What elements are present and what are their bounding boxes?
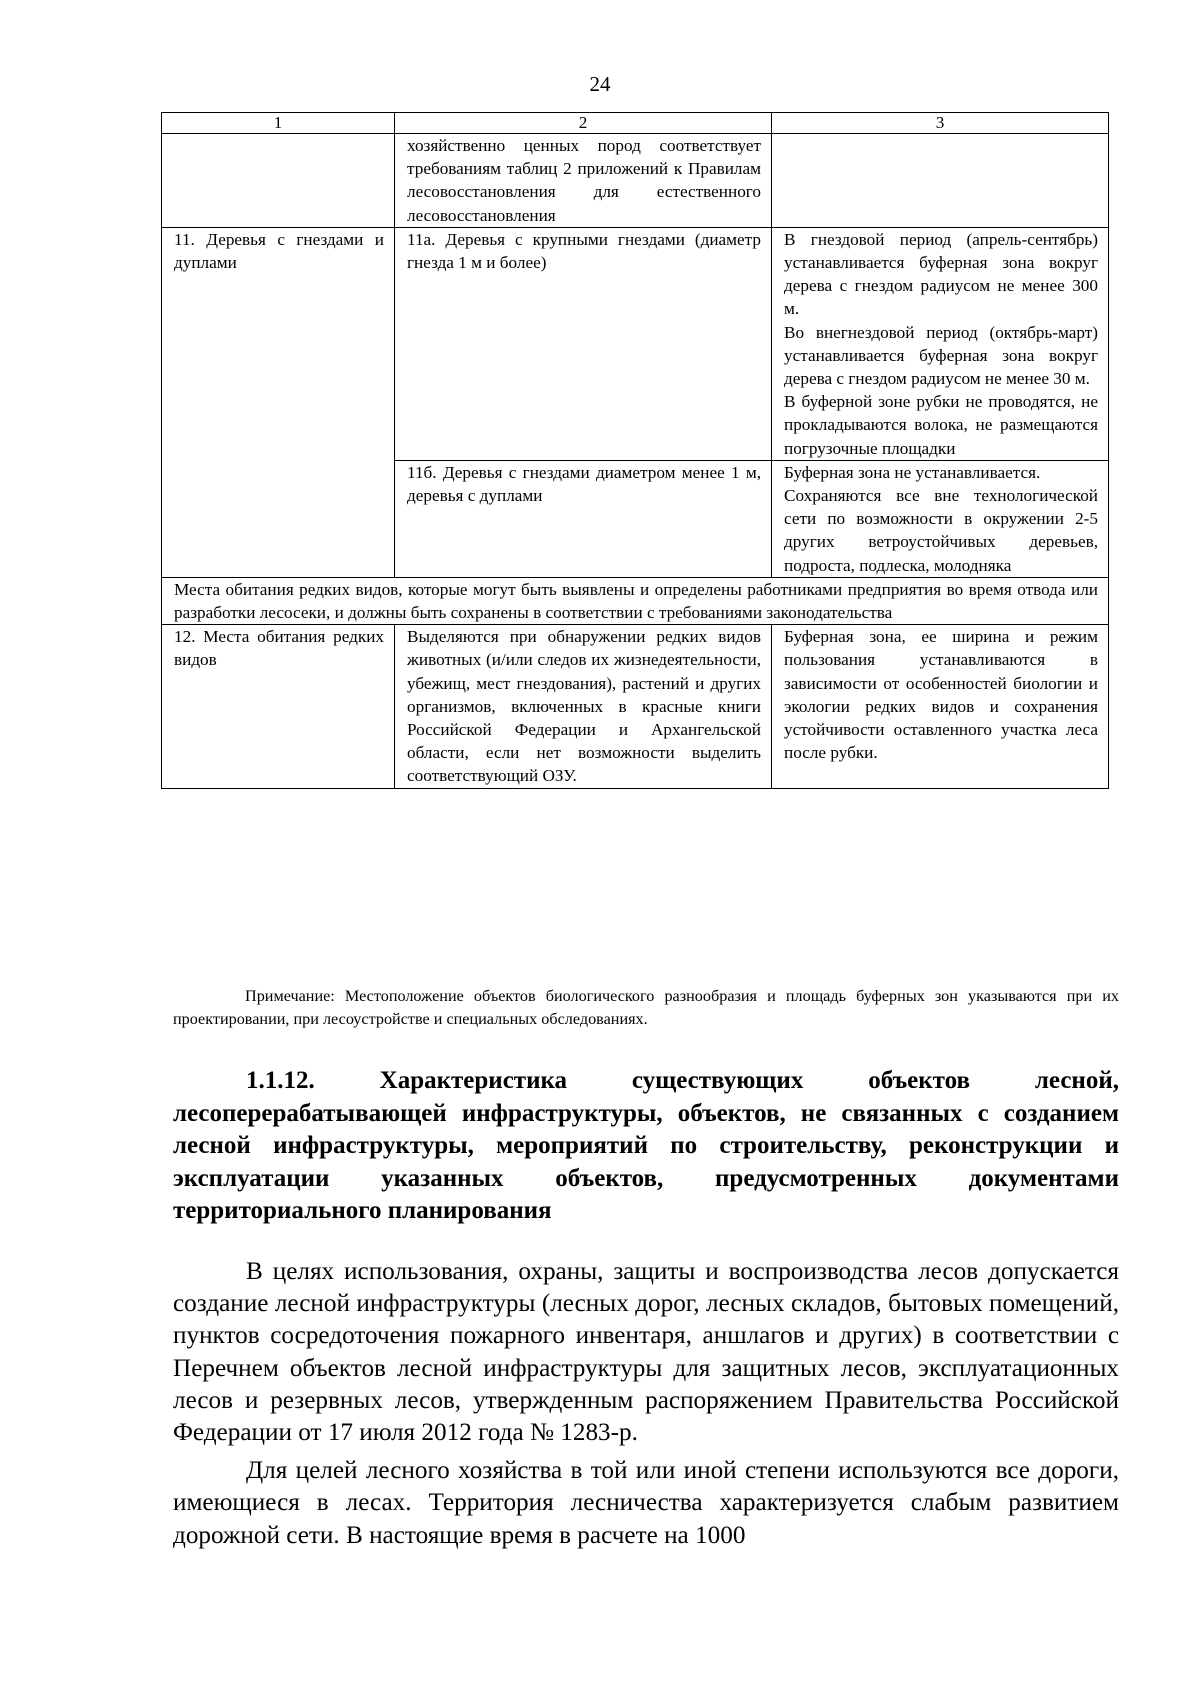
table-header-row (162, 113, 1109, 134)
biodiversity-table (161, 112, 1109, 789)
row-11b-requirements (772, 460, 1109, 577)
column-header-2: 2 (395, 113, 772, 134)
row-11-label: 11. Деревья с гнездами и дуплами (162, 227, 395, 577)
row-11a-object: 11а. Деревья с крупными гнездами (диаметр гнезда 1 м и более) (395, 227, 772, 460)
row-11a-requirements (772, 227, 1109, 460)
requirement-paragraph: Буферная зона не устанавливается. (784, 462, 1041, 482)
row-12-object: Выделяются при обнаружении редких видов животных (и/или следов их жизнедеятельности, убежищ, мест гнездования), растений и других организмов, включенных в красные книги Российской Федерации и Архангельской области, если нет возможности выделить соответствующий ОЗУ. (395, 625, 772, 788)
requirement-paragraph: Сохраняются все вне технологической сети по возможности в окружении 2-5 других ветроустойчивых деревьев, подроста, подлеска, молодняка (784, 486, 1098, 575)
body-paragraph: Для целей лесного хозяйства в той или иной степени используются все дороги, имеющиеся в лесах. Территория лесничества характеризуется слабым развитием дорожной сети. В настоящие время в расчете на 1000 (173, 1457, 1119, 1549)
table-cell (162, 134, 395, 228)
requirement-paragraph: В буферной зоне рубки не проводятся, не прокладываются волока, не размещаются погрузочные площадки (784, 392, 1098, 458)
requirement-paragraph: Во внегнездовой период (октябрь-март) устанавливается буферная зона вокруг дерева с гнездом радиусом не менее 30 м. (784, 322, 1098, 389)
column-header-1: 1 (162, 113, 395, 134)
table-cell: хозяйственно ценных пород соответствует требованиям таблиц 2 приложений к Правилам лесовосстановления для естественного лесовосстановления (395, 134, 772, 228)
table-row (162, 227, 1109, 460)
row-11b-object: 11б. Деревья с гнездами диаметром менее 1 м, деревья с дуплами (395, 460, 772, 577)
table-section-row (162, 577, 1109, 624)
section-heading: 1.1.12. Характеристика существующих объектов лесной, лесоперерабатывающей инфраструктуры, объектов, не связанных с созданием лесной инфраструктуры, мероприятий по строительству, реконструкции и эксплуатации указанных объектов, предусмотренных документами территориального планирования (173, 1067, 1119, 1224)
requirement-paragraph: В гнездовой период (апрель-сентябрь) устанавливается буферная зона вокруг дерева с гнездом радиусом не менее 300 м. (784, 229, 1098, 319)
section-rare-species: Места обитания редких видов, которые могут быть выявлены и определены работниками предприятия во время отвода или разработки лесосеки, и должны быть сохранены в соответствии с требованиями законодательства (162, 577, 1109, 624)
table-note: Примечание: Местоположение объектов биологического разнообразия и площадь буферных зон указываются при их проектировании, при лесоустройстве и специальных обследованиях. (173, 987, 1119, 1028)
column-header-3: 3 (772, 113, 1109, 134)
table-row (162, 625, 1109, 788)
row-12-label: 12. Места обитания редких видов (162, 625, 395, 788)
table-row (162, 134, 1109, 228)
table-cell (772, 134, 1109, 228)
row-12-requirements: Буферная зона, ее ширина и режим пользования устанавливаются в зависимости от особенностей биологии и экологии редких видов и сохранения устойчивости оставленного участка леса после рубки. (772, 625, 1109, 788)
body-text (173, 1256, 1119, 1558)
body-paragraph: В целях использования, охраны, защиты и воспроизводства лесов допускается создание лесной инфраструктуры (лесных дорог, лесных складов, бытовых помещений, пунктов сосредоточения пожарного инвентаря, аншлагов и других) в соответствии с Перечнем объектов лесной инфраструктуры для защитных лесов, эксплуатационных лесов и резервных лесов, утвержденным распоряжением Правительства Российской Федерации от 17 июля 2012 года № 1283-р. (173, 1258, 1119, 1447)
page-number: 24 (589, 72, 611, 96)
